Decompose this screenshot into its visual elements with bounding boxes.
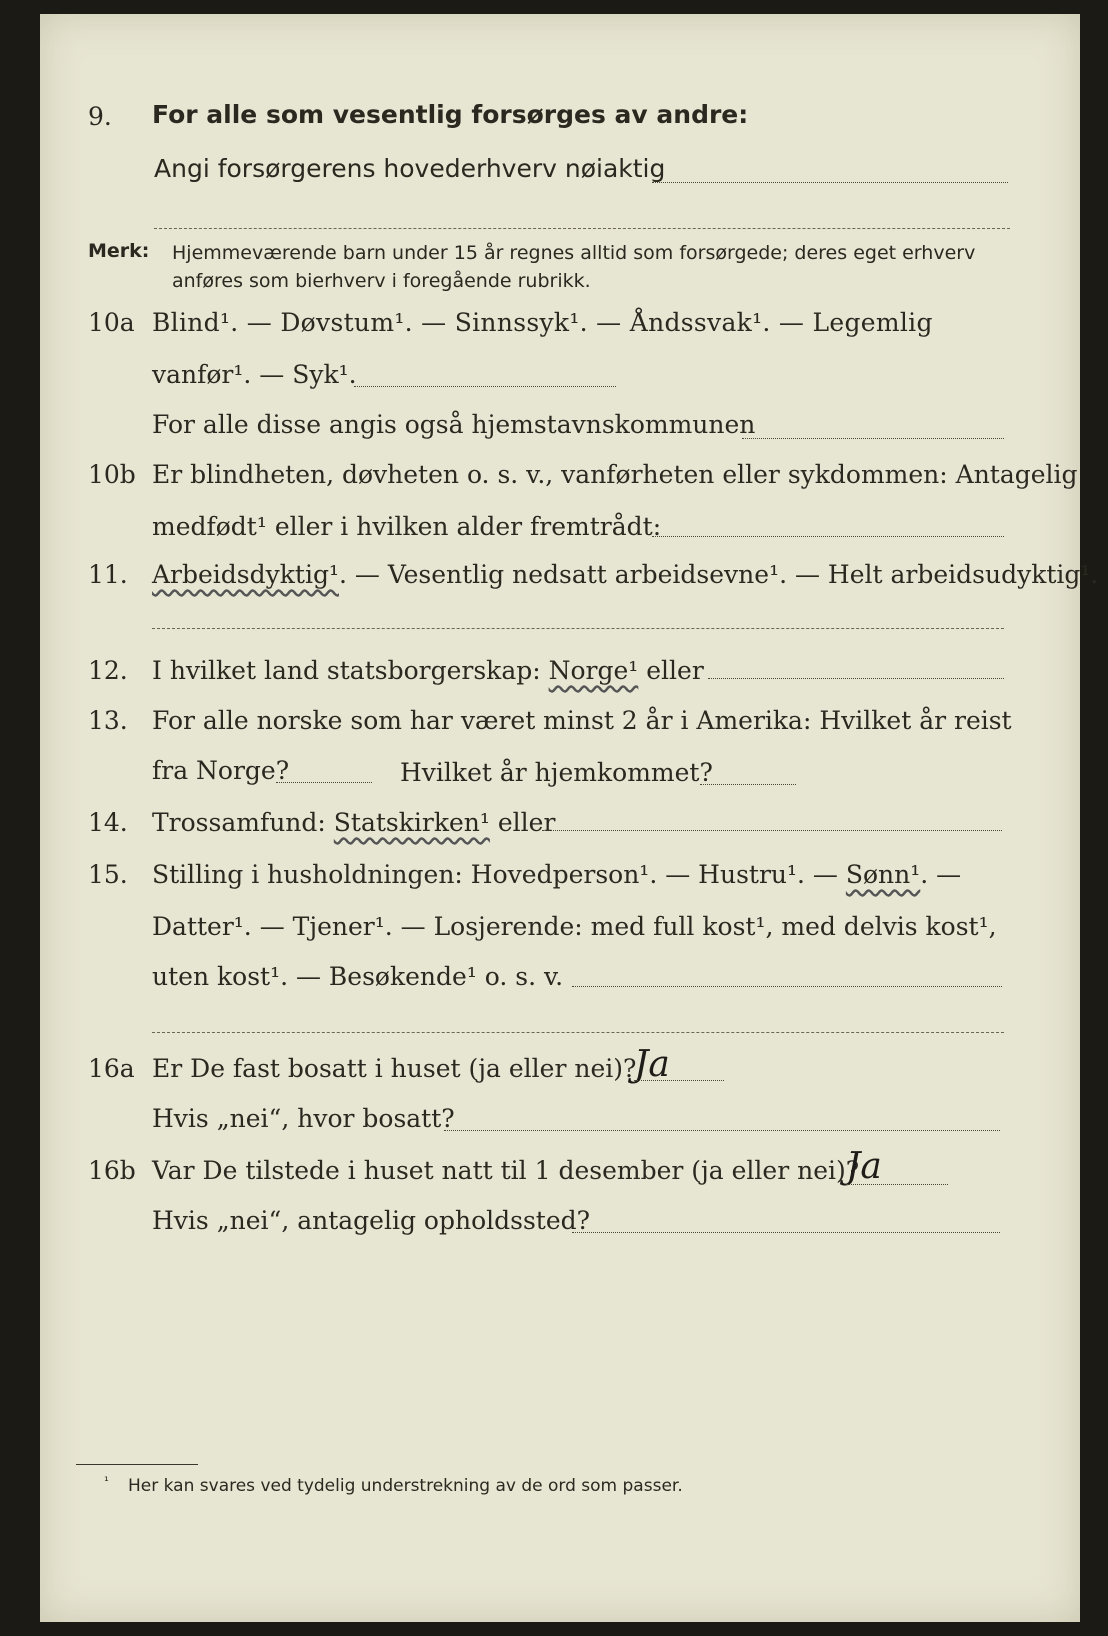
q9-extra-line bbox=[154, 228, 1010, 229]
q10b-line1: Er blindheten, døvheten o. s. v., vanførheten eller sykdommen: Antagelig bbox=[152, 460, 1078, 489]
q13-line2a: fra Norge? bbox=[152, 756, 290, 785]
q11-extra-line bbox=[152, 628, 1004, 629]
q16a-line2: Hvis „nei“, hvor bosatt? bbox=[152, 1104, 455, 1133]
q16a-bosatt-line bbox=[444, 1130, 1000, 1131]
q12-line bbox=[152, 656, 704, 685]
footnote-text: Her kan svares ved tydelig understrekning av de ord som passer. bbox=[128, 1476, 683, 1496]
q16a-line1: Er De fast bosatt i huset (ja eller nei)? bbox=[152, 1054, 637, 1083]
q14-number: 14. bbox=[88, 808, 128, 837]
q10a-line2: vanfør¹. — Syk¹. bbox=[152, 360, 357, 389]
q10a-hjemstavn-line bbox=[742, 438, 1004, 439]
q16a-handwritten-answer: Ja bbox=[634, 1044, 670, 1085]
q9-answer-line bbox=[652, 182, 1008, 183]
q12-answer-line bbox=[708, 678, 1004, 679]
q14-question: Trossamfund: bbox=[152, 808, 326, 837]
q9-line1: For alle som vesentlig forsørges av andre: bbox=[152, 100, 749, 129]
q14-line bbox=[152, 808, 555, 837]
footnote-mark: ¹ bbox=[104, 1474, 109, 1488]
q12-question: I hvilket land statsborgerskap: bbox=[152, 656, 541, 685]
q16b-line2: Hvis „nei“, antagelig opholdssted? bbox=[152, 1206, 591, 1235]
q10b-answer-line bbox=[652, 536, 1004, 537]
q16b-answer-line bbox=[846, 1184, 948, 1185]
q15-line1-pre: Stilling i husholdningen: Hovedperson¹. — Hustru¹. — bbox=[152, 860, 838, 889]
q10a-answer-line bbox=[354, 386, 616, 387]
census-form-page bbox=[40, 14, 1099, 1622]
q15-line1 bbox=[152, 860, 961, 889]
q14-answer-line bbox=[542, 830, 1002, 831]
q12-option-norge: Norge¹ bbox=[548, 656, 639, 685]
q15-line1-post: . — bbox=[920, 860, 962, 889]
q11-number: 11. bbox=[88, 560, 128, 589]
q13-hjemkommet-line bbox=[700, 784, 796, 785]
q9-number: 9. bbox=[88, 102, 112, 131]
q15-number: 15. bbox=[88, 860, 128, 889]
q15-line3: uten kost¹. — Besøkende¹ o. s. v. bbox=[152, 962, 564, 991]
q14-option-statskirken: Statskirken¹ bbox=[333, 808, 490, 837]
q16b-line1: Var De tilstede i huset natt til 1 desember (ja eller nei)? bbox=[152, 1156, 860, 1185]
merk-line2: anføres som bierhverv i foregående rubrikk. bbox=[172, 270, 591, 292]
q16b-opholdssted-line bbox=[572, 1232, 1000, 1233]
q16a-number: 16a bbox=[88, 1054, 135, 1083]
q14-eller: eller bbox=[497, 808, 556, 837]
q13-line2b: Hvilket år hjemkommet? bbox=[400, 758, 713, 787]
q16b-number: 16b bbox=[88, 1156, 136, 1185]
q10a-line1: Blind¹. — Døvstum¹. — Sinnssyk¹. — Åndssvak¹. — Legemlig bbox=[152, 308, 933, 337]
q9-line2: Angi forsørgerens hovederhverv nøiaktig bbox=[154, 154, 666, 183]
q15-line2: Datter¹. — Tjener¹. — Losjerende: med full kost¹, med delvis kost¹, bbox=[152, 912, 997, 941]
merk-label: Merk: bbox=[88, 240, 150, 262]
q10b-line2: medfødt¹ eller i hvilken alder fremtrådt: bbox=[152, 512, 662, 541]
q10a-number: 10a bbox=[88, 308, 135, 337]
q16a-answer-line bbox=[634, 1080, 724, 1081]
q12-number: 12. bbox=[88, 656, 128, 685]
q10a-line3: For alle disse angis også hjemstavnskommunen bbox=[152, 410, 756, 439]
q11-line bbox=[152, 560, 1098, 589]
q11-rest: . — Vesentlig nedsatt arbeidsevne¹. — Helt arbeidsudyktig¹. bbox=[338, 560, 1099, 589]
q15-answer-line bbox=[572, 986, 1002, 987]
q16b-handwritten-answer: Ja bbox=[846, 1146, 882, 1187]
q12-eller: eller bbox=[646, 656, 704, 685]
q13-number: 13. bbox=[88, 706, 128, 735]
q15-option-sonn: Sønn¹ bbox=[845, 860, 921, 889]
q13-reist-line bbox=[276, 782, 372, 783]
footnote-rule bbox=[76, 1464, 198, 1465]
q10b-number: 10b bbox=[88, 460, 136, 489]
q13-line1: For alle norske som har været minst 2 år i Amerika: Hvilket år reist bbox=[152, 706, 1012, 735]
q15-extra-line bbox=[152, 1032, 1004, 1033]
merk-line1: Hjemmeværende barn under 15 år regnes alltid som forsørgede; deres eget erhverv bbox=[172, 242, 976, 264]
q11-option-arbeidsdyktig: Arbeidsdyktig¹ bbox=[152, 560, 339, 589]
